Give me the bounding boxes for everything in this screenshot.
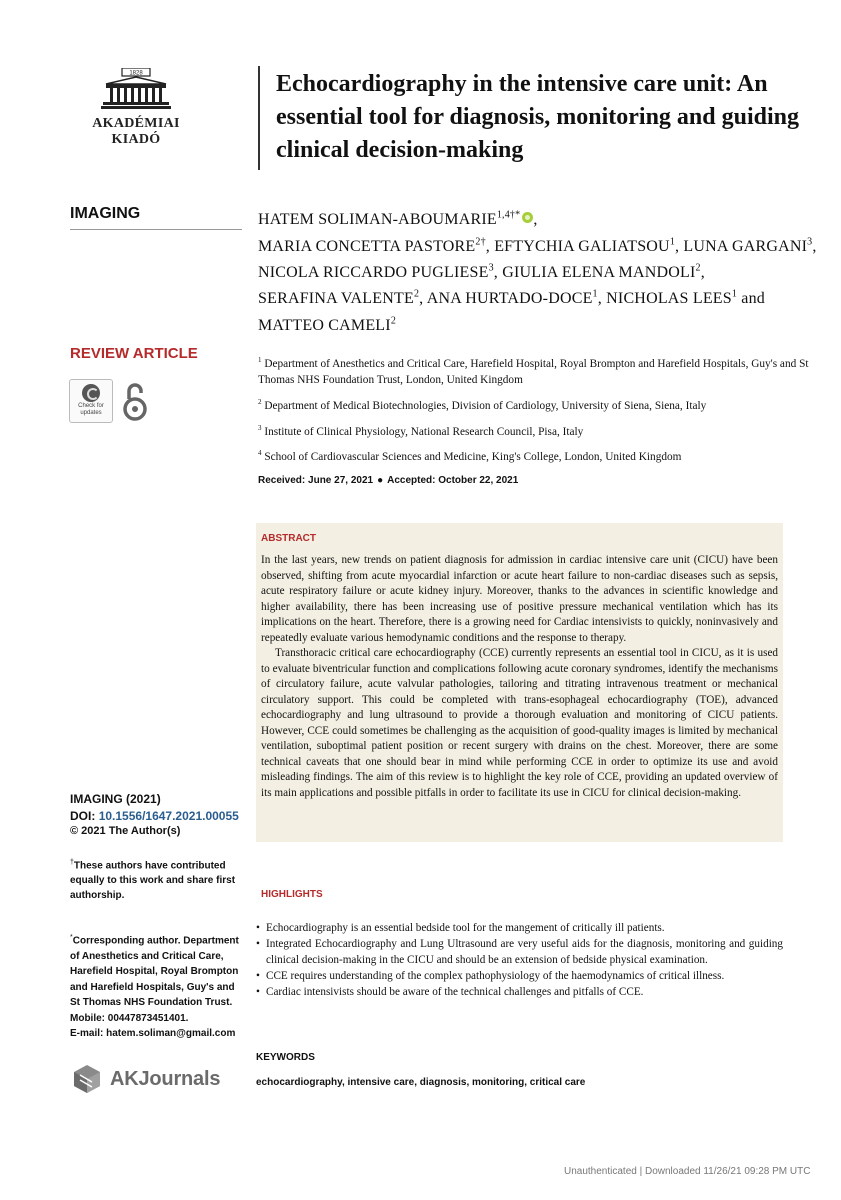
copyright-notice: © 2021 The Author(s) bbox=[70, 825, 181, 837]
author-name: MARIA CONCETTA $PASTORE^{2\dagger}$, bbox=[258, 236, 490, 255]
affiliation-item: $^1$ Department of Anesthetics and Critical Care, Harefield Hospital, Royal Brompton and Harefield Hospitals, Guy's and St Thomas NHS Foundation Trust, London, United Kingdom bbox=[258, 356, 809, 386]
download-stamp: Unauthenticated | Downloaded 11/26/21 09:28 PM UTC bbox=[564, 1166, 811, 1177]
journal-reference bbox=[70, 791, 260, 825]
keywords-heading: KEYWORDS bbox=[256, 1052, 315, 1063]
author-name: GIULIA ELENA MANDOLI$^2$, bbox=[502, 262, 705, 281]
highlight-item: • CCE requires understanding of the complex pathophysiology of the haemodynamics of critical illness. bbox=[256, 968, 783, 984]
akjournals-logo bbox=[70, 1062, 220, 1096]
email-label: E-mail: bbox=[70, 1028, 104, 1040]
corresponding-mark: * bbox=[70, 934, 73, 941]
publisher-name: AKADÉMIAI KIADÓ bbox=[92, 116, 180, 147]
author-affiliation-marker: 1,4†* bbox=[496, 210, 521, 221]
doi-link[interactable]: 10.1556/1647.2021.00055 bbox=[98, 809, 239, 823]
author-affiliation-marker: 2† bbox=[475, 236, 486, 248]
highlights-list bbox=[256, 920, 783, 1000]
author-affiliation-marker: 2 bbox=[695, 262, 701, 274]
open-access-icon bbox=[120, 379, 150, 423]
author-affiliation-marker: 3 bbox=[807, 236, 813, 248]
author-name: ANA HURTADO-DOCE$^1$, bbox=[426, 288, 602, 308]
article-dates bbox=[258, 475, 518, 486]
author-name: HATEM SOLIMAN-$ABOUMARIE^{1,4\dagger*}$ , bbox=[258, 210, 538, 229]
journal-citation: IMAGING (2021) bbox=[70, 792, 161, 806]
affiliations bbox=[258, 352, 818, 471]
author-name: NICHOLAS LEES$^1$ and bbox=[606, 288, 765, 308]
check-updates-label: Check for updates bbox=[78, 403, 104, 416]
logo-year: 1828 bbox=[129, 70, 143, 77]
date-separator-bullet: ● bbox=[377, 475, 384, 486]
author-name: MATTEO CAMELI$^2$ bbox=[258, 315, 397, 334]
author-name: NICOLA RICCARDO PUGLIESE$^3$, bbox=[258, 262, 498, 281]
akjournals-wordmark: AKJournals bbox=[110, 1067, 221, 1090]
abstract-paragraph-1: In the last years, new trends on patient diagnosis for admission in cardiac intensive care unit (CICU) have been observed, shifting from acute myocardial infarction or acute heart failure to non-cardiac diseases such as sepsis, acute respiratory failure or acute kidney injury. Moreover, thanks to the advances in scientific knowledge and higher availability, there has been increasing use of positive pressure mechanical ventilation which has its implications on the heart. Therefore, there is a growing need for Cardiac intensivists to quickly, noninvasively and repeatedly evaluate various hemodynamic conditions and the response to therapy. bbox=[261, 554, 778, 644]
email-link[interactable]: hatem.soliman@gmail.com bbox=[106, 1028, 236, 1040]
equal-contribution-note bbox=[70, 855, 245, 903]
author-affiliation-marker: 1 bbox=[731, 288, 738, 300]
accepted-date: Accepted: October 22, 2021 bbox=[387, 475, 519, 486]
author-list bbox=[258, 205, 818, 337]
doi-label: DOI: bbox=[70, 809, 96, 823]
highlight-item: • Echocardiography is an essential bedside tool for the mangement of critically ill patients. bbox=[256, 920, 783, 936]
author-affiliation-marker: 2 bbox=[390, 315, 397, 327]
highlight-item: • Cardiac intensivists should be aware of the technical challenges and pitfalls of CCE. bbox=[256, 984, 783, 1000]
affiliation-item: $^3$ Institute of Clinical Physiology, National Research Council, Pisa, Italy bbox=[258, 423, 584, 438]
keywords-list: echocardiography, intensive care, diagnosis, monitoring, critical care bbox=[256, 1077, 586, 1088]
orcid-icon[interactable] bbox=[522, 212, 533, 223]
abstract-heading: ABSTRACT bbox=[261, 533, 316, 544]
check-for-updates-badge[interactable] bbox=[69, 379, 113, 423]
author-name: EFTYCHIA GALIATSOU$^1$, bbox=[494, 236, 680, 255]
equal-contribution-text: These authors have contributed equally to this work and share first authorship. bbox=[70, 860, 236, 902]
author-name: SERAFINA VALENTE$^2$, bbox=[258, 288, 424, 308]
author-affiliation-marker: 3 bbox=[488, 262, 494, 274]
author-affiliation-marker: 1 bbox=[592, 288, 598, 300]
author-name: LUNA GARGANI$^3$, bbox=[683, 236, 817, 255]
received-date: Received: June 27, 2021 bbox=[258, 475, 374, 486]
author-affiliation-marker: 1 bbox=[669, 236, 676, 248]
check-updates-icon bbox=[82, 384, 100, 402]
section-divider bbox=[70, 229, 242, 230]
publisher-logo bbox=[66, 68, 206, 148]
equal-contribution-mark: † bbox=[70, 859, 74, 866]
title-divider bbox=[258, 66, 260, 170]
akjournals-cube-icon bbox=[70, 1062, 104, 1096]
section-label: IMAGING bbox=[70, 205, 141, 222]
highlights-heading: HIGHLIGHTS bbox=[261, 889, 323, 900]
corresponding-author-note bbox=[70, 930, 245, 1042]
affiliation-item: $^2$ Department of Medical Biotechnologies, Division of Cardiology, University of Siena, Siena, Italy bbox=[258, 397, 707, 412]
abstract-paragraph-2: Transthoracic critical care echocardiography (CCE) currently represents an essential tool in CICU, as it is used to evaluate biventricular function and complications following acute coronary syndromes, identify the mechanisms of circulatory failure, acute valvular pathologies, tailoring and titrating intravenous treatment or mechanical circulatory support. This could be completed with trans-esophageal echocardiography (TOE), advanced echocardiography and lung ultrasound to provide a thorough evaluation and monitoring of CICU patients. However, CCE could sometimes be challenging as the acquisition of good-quality images is limited by mechanical ventilation, suboptimal patient position or recent surgery with drains on the chest. Moreover, there are some technical caveats that one should bear in mind while performing CCE in order to optimize its use and avoid misleading findings. The aim of this review is to highlight the key role of CCE, providing an updated overview of its main applications and possible pitfalls in order to facilitate its use in CICU for clinical decision-making. bbox=[261, 647, 778, 799]
corresponding-text: Corresponding author. Department of Anesthetics and Critical Care, Harefield Hospital, Royal Brompton and Harefield Hospitals, Guy's and St Thomas NHS Foundation Trust. Mobile: 00447873451401. bbox=[70, 935, 239, 1024]
abstract-box bbox=[256, 523, 783, 842]
affiliation-item: $^4$ School of Cardiovascular Sciences and Medicine, King's College, London, United Kingdom bbox=[258, 449, 682, 464]
highlight-item: • Integrated Echocardiography and Lung Ultrasound are very useful aids for the diagnosis, monitoring and guiding clinical decision-making in the CICU and should be an extension of bedside physical examination. bbox=[256, 936, 783, 968]
academy-building-icon bbox=[100, 68, 172, 110]
article-type-label: REVIEW ARTICLE bbox=[70, 345, 198, 362]
author-affiliation-marker: 2 bbox=[413, 288, 420, 300]
article-title: Echocardiography in the intensive care unit: An essential tool for diagnosis, monitoring and guiding clinical decision-making bbox=[276, 71, 799, 163]
